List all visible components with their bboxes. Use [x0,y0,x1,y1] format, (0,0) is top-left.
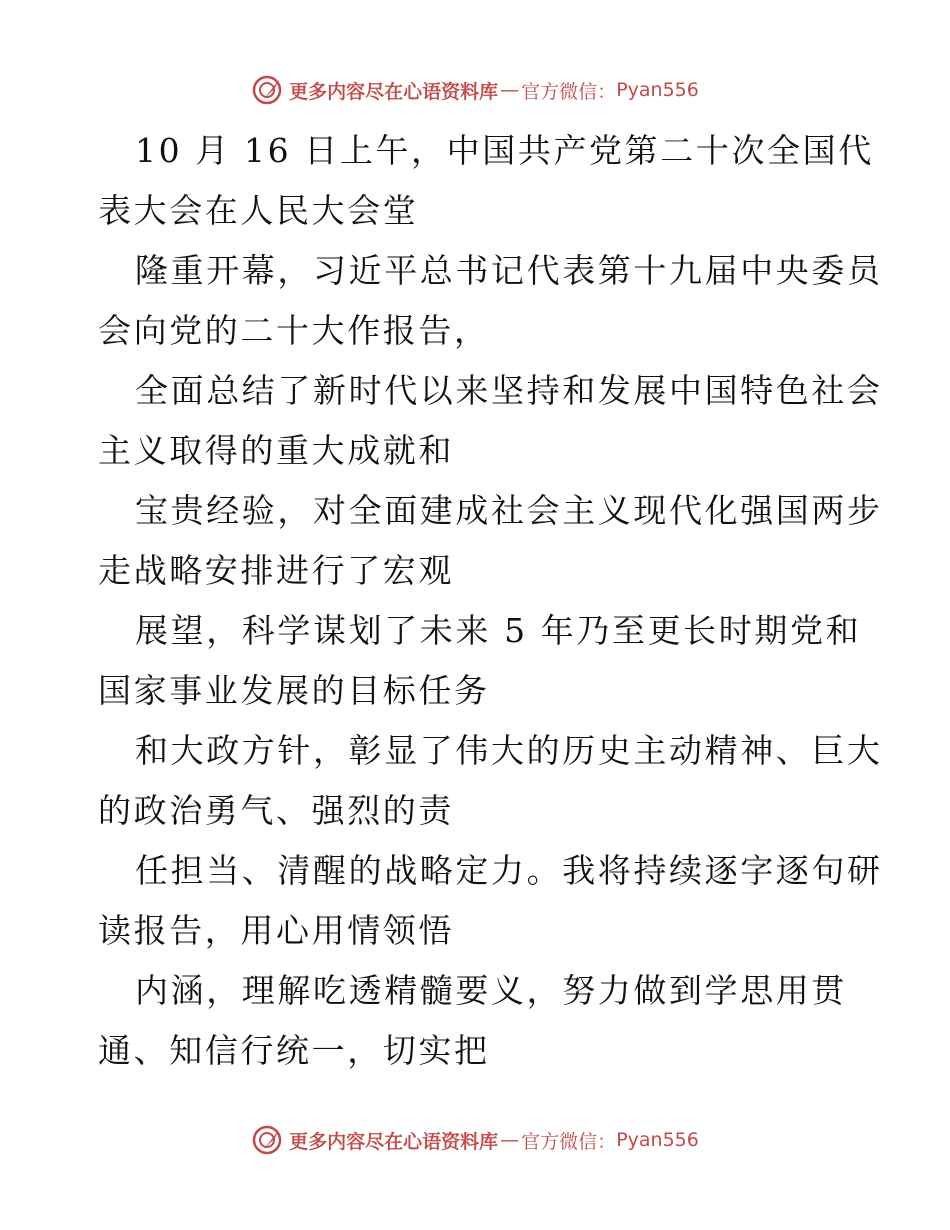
watermark-id: Pyan556 [616,79,699,101]
body-line: 任担当、清醒的战略定力。我将持续逐字逐句研 [135,851,883,890]
body-line: 读报告，用心用情领悟 [98,911,454,950]
body-line: 走战略安排进行了宏观 [98,551,454,590]
watermark-id: Pyan556 [616,1129,699,1151]
watermark-label: 官方微信： [521,80,617,103]
body-line: 10 月 16 日上午，中国共产党第二十次全国代 [135,131,874,170]
header-watermark [0,74,950,106]
body-line: 宝贵经验，对全面建成社会主义现代化强国两步 [135,491,883,530]
watermark-label: 官方微信： [521,1130,617,1153]
watermark-brand: 更多内容尽在心语资料库 [289,80,499,103]
quill-logo-icon [251,74,283,106]
body-line: 隆重开幕，习近平总书记代表第十九届中央委员 [135,251,883,290]
body-line: 会向党的二十大作报告， [98,311,490,350]
body-line: 国家事业发展的目标任务 [98,671,490,710]
body-line: 的政治勇气、强烈的责 [98,791,454,830]
body-line: 表大会在人民大会堂 [98,191,419,230]
quill-logo-icon [251,1124,283,1156]
body-line: 主义取得的重大成就和 [98,431,454,470]
body-line: 展望，科学谋划了未来 5 年乃至更长时期党和 [135,611,862,650]
watermark-separator: — [500,1129,520,1151]
body-line: 和大政方针，彰显了伟大的历史主动精神、巨大 [135,731,883,770]
body-line: 全面总结了新时代以来坚持和发展中国特色社会 [135,371,883,410]
body-line: 通、知信行统一，切实把 [98,1031,490,1070]
footer-watermark [0,1124,950,1156]
body-line: 内涵，理解吃透精髓要义，努力做到学思用贯 [135,971,847,1010]
watermark-separator: — [500,79,520,101]
document-body [98,124,883,1084]
watermark-brand: 更多内容尽在心语资料库 [289,1130,499,1153]
